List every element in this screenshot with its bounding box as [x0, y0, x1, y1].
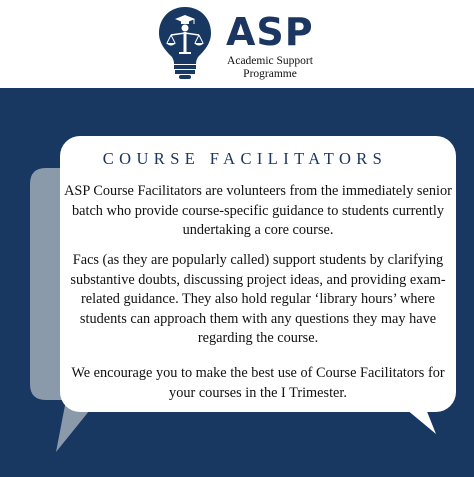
paragraph-encourage: We encourage you to make the best use of Course Facilitators for your courses in the I Trimester.	[71, 365, 445, 401]
logo-title: ASP	[226, 10, 314, 54]
logo-subtitle-line1: Academic Support	[227, 55, 313, 67]
paragraph-intro: ASP Course Facilitators are volunteers from the immediately senior batch who provide course-specific guidance to students currently undertaking a core course.	[64, 183, 452, 238]
card-title: COURSE FACILITATORS	[102, 149, 388, 168]
paragraph-facs: Facs (as they are popularly called) support students by clarifying substantive doubts, discussing project ideas, and providing exam-related guidance. They also hold regular ‘library hours’ where students can approach them with any questions they may have regarding the course.	[70, 252, 446, 346]
logo-subtitle-line2: Programme	[243, 68, 297, 80]
